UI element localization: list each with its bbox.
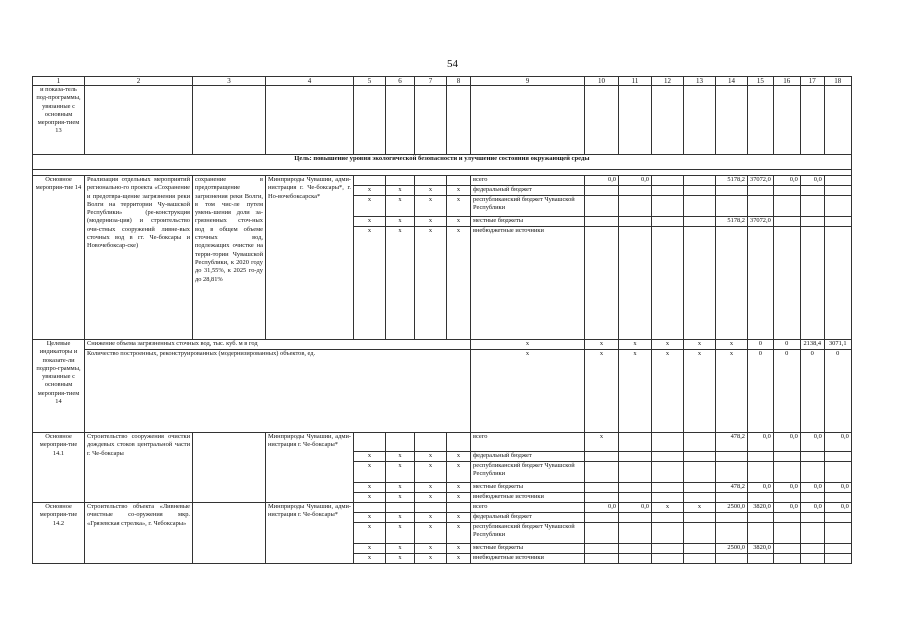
funding-value: [748, 554, 774, 564]
indicator-value: x: [619, 340, 652, 350]
funding-value: [619, 196, 652, 217]
funding-value: [684, 513, 716, 523]
funding-value: [800, 452, 824, 462]
row-label: и показа-тель под-программы, увязанные с основным мероприя-тием 13: [33, 86, 85, 155]
funding-value: 478,2: [716, 483, 748, 493]
funding-value: [585, 227, 619, 340]
funding-value: x: [652, 503, 684, 513]
table-cell: [800, 86, 824, 155]
code-cell: x: [447, 544, 471, 554]
column-number: 3: [193, 77, 266, 86]
funding-source: федеральный бюджет: [471, 513, 585, 523]
column-number: 4: [266, 77, 354, 86]
measure-goal: сохранение в предотвращение загрязнения реки Волги, в том чис-ле путем умень-шения доли за-грязненных сточ-ных вод в общем объеме сточных вод, подлежащих очистке на терри-тории Чувашской Республики, к 2020 году до 31,55%, к 2025 го-ду до 28,81%: [193, 176, 266, 340]
funding-source: внебюджетные источники: [471, 227, 585, 340]
funding-value: [716, 227, 748, 340]
code-cell: x: [447, 554, 471, 564]
funding-source: местные бюджеты: [471, 483, 585, 493]
code-cell: [354, 503, 386, 513]
code-cell: x: [386, 227, 415, 340]
indicator-value: x: [684, 350, 716, 433]
funding-value: [800, 554, 824, 564]
funding-value: [773, 523, 800, 544]
funding-value: [824, 523, 851, 544]
code-cell: x: [415, 483, 447, 493]
funding-value: [619, 433, 652, 452]
funding-value: [652, 554, 684, 564]
code-cell: x: [415, 452, 447, 462]
column-number: 11: [619, 77, 652, 86]
funding-value: [684, 176, 716, 186]
code-cell: x: [354, 483, 386, 493]
column-number: 10: [585, 77, 619, 86]
funding-value: [800, 217, 824, 227]
indicator-value: x: [716, 340, 748, 350]
funding-value: [773, 544, 800, 554]
code-cell: x: [354, 493, 386, 503]
code-cell: x: [415, 523, 447, 544]
code-cell: [415, 433, 447, 452]
funding-value: [800, 544, 824, 554]
funding-value: [684, 217, 716, 227]
funding-value: [619, 217, 652, 227]
measure-row: [33, 503, 852, 513]
code-cell: x: [386, 196, 415, 217]
measure-name: Реализация отдельных мероприятий регионально-го проекта «Сохранение и предотвра-щение загрязнения реки Волги на территории Чу-вашской Республики» (ре-конструкция (модерниза-ция) и строительство очи-стных сооружений ливне-вых сточных вод в гг. Че-боксары и Новочебоксар-ске): [85, 176, 193, 340]
funding-value: 0,0: [800, 483, 824, 493]
code-cell: [354, 176, 386, 186]
indicator-value: x: [619, 350, 652, 433]
code-cell: [447, 176, 471, 186]
code-cell: x: [415, 227, 447, 340]
funding-value: [824, 493, 851, 503]
funding-value: x: [684, 503, 716, 513]
code-cell: x: [447, 227, 471, 340]
indicator-value: 0: [800, 350, 824, 433]
funding-value: [652, 227, 684, 340]
indicator-value: 0: [748, 340, 774, 350]
funding-value: [824, 513, 851, 523]
header-row: [33, 77, 852, 86]
funding-value: [824, 176, 851, 186]
funding-value: [652, 176, 684, 186]
funding-value: 0,0: [800, 433, 824, 452]
column-number: 6: [386, 77, 415, 86]
funding-value: [619, 462, 652, 483]
table-cell: [824, 86, 851, 155]
funding-value: [716, 196, 748, 217]
funding-value: 2500,0: [716, 503, 748, 513]
funding-value: [619, 493, 652, 503]
funding-value: 0,0: [800, 176, 824, 186]
funding-value: [652, 217, 684, 227]
funding-value: [585, 186, 619, 196]
code-cell: [447, 433, 471, 452]
responsible-executor: Минприроды Чувашии, адми-нистрация г. Че-боксары*: [266, 503, 354, 564]
code-cell: x: [386, 462, 415, 483]
table-cell: [447, 86, 471, 155]
funding-value: [684, 227, 716, 340]
funding-value: 0,0: [619, 503, 652, 513]
funding-value: 0,0: [619, 176, 652, 186]
funding-source: местные бюджеты: [471, 217, 585, 227]
funding-value: [652, 186, 684, 196]
indicator-value: 2138,4: [800, 340, 824, 350]
indicator-value: x: [471, 350, 585, 433]
funding-value: [652, 544, 684, 554]
funding-value: 2500,0: [716, 544, 748, 554]
indicator-value: x: [652, 350, 684, 433]
indicator-value: x: [652, 340, 684, 350]
funding-value: [585, 544, 619, 554]
funding-value: [800, 196, 824, 217]
code-cell: x: [447, 483, 471, 493]
funding-value: [585, 217, 619, 227]
code-cell: x: [386, 186, 415, 196]
funding-value: 0,0: [800, 503, 824, 513]
funding-value: [824, 452, 851, 462]
code-cell: x: [386, 544, 415, 554]
indicator-value: x: [716, 350, 748, 433]
column-number: 14: [716, 77, 748, 86]
funding-value: [585, 483, 619, 493]
table-cell: [354, 86, 386, 155]
code-cell: x: [447, 513, 471, 523]
funding-value: [684, 186, 716, 196]
funding-value: [619, 483, 652, 493]
funding-value: [716, 513, 748, 523]
code-cell: [415, 176, 447, 186]
goal-row: [33, 155, 852, 170]
funding-value: 0,0: [824, 483, 851, 493]
measure-name: Строительство сооружения очистки дождевых стоков центральной части г. Че-боксары: [85, 433, 193, 503]
funding-source: федеральный бюджет: [471, 452, 585, 462]
funding-value: 5178,2: [716, 217, 748, 227]
funding-source: республиканский бюджет Чувашской Республики: [471, 523, 585, 544]
code-cell: x: [415, 493, 447, 503]
funding-value: [684, 544, 716, 554]
funding-value: [748, 493, 774, 503]
funding-value: [773, 452, 800, 462]
code-cell: x: [354, 554, 386, 564]
code-cell: x: [386, 493, 415, 503]
indicator-value: 0: [748, 350, 774, 433]
code-cell: x: [415, 544, 447, 554]
funding-value: [748, 523, 774, 544]
measure-name: Строительство объекта «Ливневые очистные со-оружения мкр. «Грязевская стрелка», г. Чебоксары»: [85, 503, 193, 564]
funding-source: местные бюджеты: [471, 544, 585, 554]
indicator-value: 3071,1: [824, 340, 851, 350]
funding-value: [619, 186, 652, 196]
funding-value: [619, 513, 652, 523]
table-cell: [471, 86, 585, 155]
code-cell: x: [447, 523, 471, 544]
funding-value: [652, 433, 684, 452]
code-cell: x: [354, 186, 386, 196]
funding-value: x: [585, 433, 619, 452]
code-cell: [447, 503, 471, 513]
code-cell: x: [354, 196, 386, 217]
code-cell: x: [386, 554, 415, 564]
column-number: 2: [85, 77, 193, 86]
funding-value: 5178,2: [716, 176, 748, 186]
funding-value: [800, 186, 824, 196]
funding-value: [800, 493, 824, 503]
code-cell: x: [386, 483, 415, 493]
funding-value: [684, 493, 716, 503]
funding-value: [716, 554, 748, 564]
funding-value: 478,2: [716, 433, 748, 452]
funding-value: [619, 523, 652, 544]
table-cell: [386, 86, 415, 155]
funding-value: 37072,0: [748, 217, 774, 227]
code-cell: x: [354, 462, 386, 483]
code-cell: x: [415, 462, 447, 483]
measure-goal: [193, 433, 266, 503]
funding-value: [800, 523, 824, 544]
funding-value: [652, 493, 684, 503]
funding-value: [684, 196, 716, 217]
funding-value: [800, 462, 824, 483]
funding-value: [652, 462, 684, 483]
indicator-row: [33, 340, 852, 350]
funding-value: [773, 462, 800, 483]
table-cell: [619, 86, 652, 155]
funding-value: [773, 554, 800, 564]
funding-value: [800, 513, 824, 523]
indicator-value: 0: [773, 350, 800, 433]
table-cell: [85, 86, 193, 155]
indicators-label: Целевые индикаторы и показате-ли подпро-граммы, увязанные с основным мероприя-тием 14: [33, 340, 85, 433]
funding-value: 0,0: [773, 503, 800, 513]
measure-label: Основное мероприя-тие 14.1: [33, 433, 85, 503]
funding-value: [585, 523, 619, 544]
funding-value: [824, 227, 851, 340]
measure-row: [33, 176, 852, 186]
code-cell: x: [386, 217, 415, 227]
funding-source: всего: [471, 433, 585, 452]
table-cell: [684, 86, 716, 155]
funding-value: 0,0: [748, 483, 774, 493]
funding-value: [716, 186, 748, 196]
code-cell: x: [386, 513, 415, 523]
program-table: [32, 76, 852, 564]
funding-value: [585, 452, 619, 462]
funding-value: [716, 493, 748, 503]
measure-label: Основное мероприя-тие 14.2: [33, 503, 85, 564]
funding-source: всего: [471, 176, 585, 186]
indicator-row: [33, 350, 852, 433]
funding-value: [773, 196, 800, 217]
funding-value: 3820,0: [748, 544, 774, 554]
code-cell: x: [447, 186, 471, 196]
indicator-value: x: [684, 340, 716, 350]
code-cell: x: [354, 513, 386, 523]
column-number: 8: [447, 77, 471, 86]
measure-goal: [193, 503, 266, 564]
funding-value: 0,0: [748, 433, 774, 452]
funding-value: [748, 227, 774, 340]
column-number: 15: [748, 77, 774, 86]
code-cell: x: [415, 217, 447, 227]
funding-value: [824, 462, 851, 483]
funding-value: [824, 186, 851, 196]
funding-value: [748, 462, 774, 483]
table-cell: [652, 86, 684, 155]
code-cell: x: [447, 462, 471, 483]
code-cell: [386, 503, 415, 513]
page-number: 54: [447, 58, 458, 70]
column-number: 16: [773, 77, 800, 86]
funding-value: [585, 554, 619, 564]
funding-value: [824, 554, 851, 564]
table-cell: [748, 86, 774, 155]
funding-value: [716, 462, 748, 483]
table-cell: [773, 86, 800, 155]
measure-row: [33, 433, 852, 452]
funding-source: всего: [471, 503, 585, 513]
funding-value: [748, 196, 774, 217]
funding-value: 0,0: [824, 433, 851, 452]
funding-value: 0,0: [824, 503, 851, 513]
measure-label: Основное мероприя-тие 14: [33, 176, 85, 340]
funding-value: [716, 523, 748, 544]
funding-value: [773, 513, 800, 523]
funding-value: [824, 196, 851, 217]
funding-value: 0,0: [585, 176, 619, 186]
funding-value: [773, 217, 800, 227]
column-number: 7: [415, 77, 447, 86]
funding-value: [824, 544, 851, 554]
indicator-text: Количество построенных, реконструированных (модернизированных) объектов, ед.: [85, 350, 471, 433]
funding-value: [684, 452, 716, 462]
column-number: 9: [471, 77, 585, 86]
funding-value: [684, 523, 716, 544]
indicator-value: x: [585, 350, 619, 433]
funding-value: [619, 554, 652, 564]
code-cell: x: [415, 554, 447, 564]
funding-value: 37072,0: [748, 176, 774, 186]
funding-value: [773, 186, 800, 196]
funding-source: республиканский бюджет Чувашской Республики: [471, 196, 585, 217]
funding-value: 0,0: [773, 433, 800, 452]
code-cell: [415, 503, 447, 513]
funding-value: [652, 483, 684, 493]
funding-source: внебюджетные источники: [471, 554, 585, 564]
indicator-value: x: [585, 340, 619, 350]
funding-value: [716, 452, 748, 462]
funding-value: [748, 186, 774, 196]
goal-heading: Цель: повышение уровня экологической безопасности и улучшение состояния окружающей среды: [33, 155, 852, 170]
funding-value: [684, 554, 716, 564]
code-cell: [386, 433, 415, 452]
funding-value: 3820,0: [748, 503, 774, 513]
funding-value: [585, 462, 619, 483]
code-cell: x: [354, 227, 386, 340]
code-cell: x: [354, 523, 386, 544]
code-cell: x: [354, 217, 386, 227]
column-number: 17: [800, 77, 824, 86]
funding-value: [652, 513, 684, 523]
code-cell: x: [447, 196, 471, 217]
code-cell: [386, 176, 415, 186]
indicator-text: Снижение объема загрязненных сточных вод, тыс. куб. м в год: [85, 340, 471, 350]
funding-value: [652, 196, 684, 217]
funding-value: [652, 523, 684, 544]
funding-value: [824, 217, 851, 227]
funding-value: 0,0: [773, 176, 800, 186]
funding-value: [748, 452, 774, 462]
table-cell: [585, 86, 619, 155]
code-cell: x: [415, 513, 447, 523]
funding-value: [585, 493, 619, 503]
funding-value: [800, 227, 824, 340]
table-cell: [415, 86, 447, 155]
indicator-value: x: [471, 340, 585, 350]
funding-value: 0,0: [773, 483, 800, 493]
funding-value: 0,0: [585, 503, 619, 513]
code-cell: x: [354, 452, 386, 462]
funding-source: внебюджетные источники: [471, 493, 585, 503]
funding-value: [619, 452, 652, 462]
funding-source: федеральный бюджет: [471, 186, 585, 196]
funding-value: [585, 513, 619, 523]
table-cell: [193, 86, 266, 155]
funding-value: [585, 196, 619, 217]
responsible-executor: Минприроды Чувашии, адми-нистрация г. Че-боксары*, г. Но-вочебоксарска*: [266, 176, 354, 340]
funding-value: [773, 493, 800, 503]
carryover-row: [33, 86, 852, 155]
column-number: 12: [652, 77, 684, 86]
code-cell: x: [415, 196, 447, 217]
funding-value: [619, 544, 652, 554]
responsible-executor: Минприроды Чувашии, адми-нистрация г. Че-боксары*: [266, 433, 354, 503]
funding-value: [773, 227, 800, 340]
funding-source: республиканский бюджет Чувашской Республики: [471, 462, 585, 483]
code-cell: x: [386, 452, 415, 462]
funding-value: [748, 513, 774, 523]
indicator-value: 0: [824, 350, 851, 433]
table-cell: [266, 86, 354, 155]
code-cell: x: [386, 523, 415, 544]
code-cell: x: [354, 544, 386, 554]
code-cell: x: [447, 493, 471, 503]
code-cell: x: [447, 217, 471, 227]
code-cell: x: [415, 186, 447, 196]
table-cell: [716, 86, 748, 155]
column-number: 18: [824, 77, 851, 86]
funding-value: [684, 433, 716, 452]
funding-value: [684, 462, 716, 483]
code-cell: x: [447, 452, 471, 462]
funding-value: [684, 483, 716, 493]
column-number: 13: [684, 77, 716, 86]
code-cell: [354, 433, 386, 452]
column-number: 1: [33, 77, 85, 86]
column-number: 5: [354, 77, 386, 86]
funding-value: [652, 452, 684, 462]
funding-value: [619, 227, 652, 340]
indicator-value: 0: [773, 340, 800, 350]
